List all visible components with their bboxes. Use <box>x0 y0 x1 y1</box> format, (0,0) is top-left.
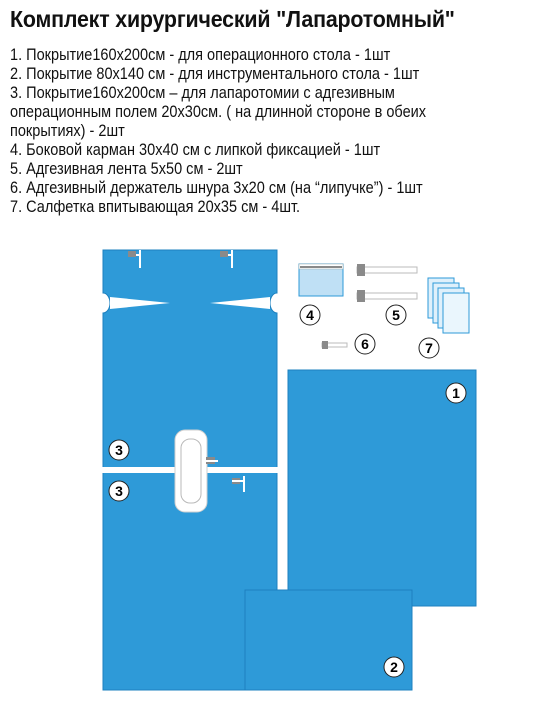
badge-3a-label: 3 <box>115 442 123 458</box>
adhesive-field-window <box>181 439 201 503</box>
badge-4-label: 4 <box>306 307 314 323</box>
absorbent-napkin <box>443 293 469 333</box>
adhesive-tape <box>357 293 417 299</box>
adhesive-tape <box>357 264 365 276</box>
badge-1-label: 1 <box>452 385 460 401</box>
drape-1 <box>288 370 476 606</box>
badge-7-label: 7 <box>425 340 433 356</box>
adhesive-tape <box>357 267 417 273</box>
list-item: 3. Покрытие160х200см – для лапаротомии с адгезивным <box>10 83 395 102</box>
list-item: операционным полем 20х30см. ( на длинной стороне в обеих <box>10 102 427 121</box>
side-pocket <box>300 266 342 268</box>
cord-holder <box>322 341 328 349</box>
page-title: Комплект хирургический "Лапаротомный" <box>10 6 455 32</box>
adhesive-tape <box>357 290 365 302</box>
list-item: покрытиях) - 2шт <box>10 121 125 140</box>
badge-5-label: 5 <box>392 307 400 323</box>
tape-tab <box>220 251 228 257</box>
badge-3b-label: 3 <box>115 483 123 499</box>
list-item: 6. Адгезивный держатель шнура 3х20 см (на “липучке”) - 1шт <box>10 178 423 197</box>
badge-6-label: 6 <box>361 336 369 352</box>
tape-tab <box>128 251 136 257</box>
list-item: 2. Покрытие 80х140 см - для инструментального стола - 1шт <box>10 64 420 83</box>
list-item: 1. Покрытие160х200см - для операционного стола - 1шт <box>10 45 391 64</box>
list-item: 4. Боковой карман 30х40 см с липкой фиксацией - 1шт <box>10 140 381 159</box>
list-item: 7. Салфетка впитывающая 20х35 см - 4шт. <box>10 197 301 216</box>
list-item: 5. Адгезивная лента 5х50 см - 2шт <box>10 159 243 178</box>
drape-2 <box>245 590 412 690</box>
badge-2-label: 2 <box>390 659 398 675</box>
